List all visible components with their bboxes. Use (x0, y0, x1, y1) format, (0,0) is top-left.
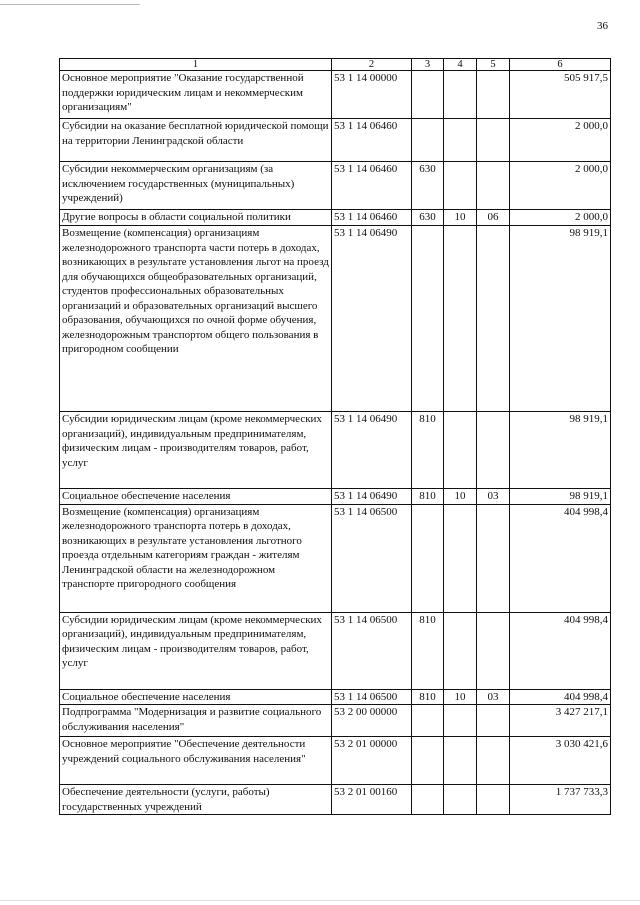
row-csr: 53 1 14 06460 (332, 162, 412, 210)
row-sum: 98 919,1 (510, 226, 611, 412)
table-row (60, 612, 611, 689)
row-vr (412, 737, 444, 785)
budget-table (59, 58, 611, 815)
table-row (60, 705, 611, 737)
row-sum: 98 919,1 (510, 412, 611, 489)
row-name: Социальное обеспечение населения (60, 489, 332, 505)
row-csr: 53 1 14 06490 (332, 226, 412, 412)
row-sum: 1 737 733,3 (510, 785, 611, 815)
row-sum: 404 998,4 (510, 612, 611, 689)
row-rz (444, 119, 477, 162)
table-row (60, 162, 611, 210)
row-sum: 98 919,1 (510, 489, 611, 505)
row-name: Подпрограмма "Модернизация и развитие социального обслуживания населения" (60, 705, 332, 737)
row-name: Субсидии юридическим лицам (кроме некоммерческих организаций), индивидуальным предпринимателям, физическим лицам - производителям товаров, работ, услуг (60, 412, 332, 489)
row-pr (477, 119, 510, 162)
row-csr: 53 2 01 00160 (332, 785, 412, 815)
row-rz (444, 705, 477, 737)
row-pr: 03 (477, 689, 510, 705)
row-sum: 404 998,4 (510, 504, 611, 612)
row-vr (412, 119, 444, 162)
row-vr: 810 (412, 489, 444, 505)
row-pr (477, 737, 510, 785)
row-csr: 53 1 14 06490 (332, 489, 412, 505)
row-vr (412, 705, 444, 737)
row-name: Субсидии некоммерческим организациям (за исключением государственных (муниципальных) учреждений) (60, 162, 332, 210)
col-header-4: 4 (444, 59, 477, 71)
table-row (60, 71, 611, 119)
col-header-2: 2 (332, 59, 412, 71)
row-rz (444, 412, 477, 489)
row-pr: 06 (477, 210, 510, 226)
row-csr: 53 1 14 06460 (332, 210, 412, 226)
row-name: Основное мероприятие "Обеспечение деятельности учреждений социального обслуживания населения" (60, 737, 332, 785)
row-csr: 53 2 01 00000 (332, 737, 412, 785)
row-vr (412, 71, 444, 119)
row-name: Возмещение (компенсация) организациям железнодорожного транспорта части потерь в доходах, возникающих в результате установления льгот на проезд для обучающихся общеобразовательных организаций, студентов профессиональных образовательных организаций и образовательных организаций высшего образования, обучающихся по очной форме обучения, железнодорожным транспортом общего пользования в пригородном сообщении (60, 226, 332, 412)
row-csr: 53 1 14 06460 (332, 119, 412, 162)
page-number: 36 (597, 20, 608, 32)
row-name: Возмещение (компенсация) организациям железнодорожного транспорта потерь в доходах, возникающих в результате установления льготного проезда отдельным категориям граждан - жителям Ленинградской области на железнодорожном транспорте пригородного сообщения (60, 504, 332, 612)
col-header-5: 5 (477, 59, 510, 71)
row-pr (477, 226, 510, 412)
table-row (60, 504, 611, 612)
col-header-6: 6 (510, 59, 611, 71)
row-pr: 03 (477, 489, 510, 505)
table-row (60, 412, 611, 489)
row-rz: 10 (444, 489, 477, 505)
row-csr: 53 1 14 06490 (332, 412, 412, 489)
row-name: Обеспечение деятельности (услуги, работы) государственных учреждений (60, 785, 332, 815)
row-sum: 3 427 217,1 (510, 705, 611, 737)
row-name: Другие вопросы в области социальной политики (60, 210, 332, 226)
row-rz (444, 612, 477, 689)
table-row (60, 689, 611, 705)
row-rz (444, 71, 477, 119)
row-sum: 3 030 421,6 (510, 737, 611, 785)
row-rz (444, 226, 477, 412)
row-rz (444, 504, 477, 612)
row-sum: 2 000,0 (510, 162, 611, 210)
row-sum: 404 998,4 (510, 689, 611, 705)
row-rz: 10 (444, 210, 477, 226)
row-name: Социальное обеспечение населения (60, 689, 332, 705)
row-pr (477, 504, 510, 612)
row-vr: 630 (412, 162, 444, 210)
col-header-3: 3 (412, 59, 444, 71)
row-rz (444, 162, 477, 210)
row-vr: 810 (412, 612, 444, 689)
table-row (60, 489, 611, 505)
table-row (60, 226, 611, 412)
row-sum: 2 000,0 (510, 119, 611, 162)
row-csr: 53 1 14 06500 (332, 612, 412, 689)
row-name: Основное мероприятие "Оказание государственной поддержки юридическим лицам и некоммерческим организациям" (60, 71, 332, 119)
row-vr (412, 504, 444, 612)
row-rz (444, 737, 477, 785)
row-pr (477, 612, 510, 689)
row-csr: 53 1 14 06500 (332, 689, 412, 705)
table-row (60, 785, 611, 815)
row-pr (477, 412, 510, 489)
row-vr (412, 785, 444, 815)
table-row (60, 737, 611, 785)
row-rz (444, 785, 477, 815)
table-row (60, 119, 611, 162)
row-rz: 10 (444, 689, 477, 705)
col-header-1: 1 (60, 59, 332, 71)
row-pr (477, 162, 510, 210)
top-rule (0, 4, 140, 5)
row-csr: 53 1 14 00000 (332, 71, 412, 119)
row-name: Субсидии на оказание бесплатной юридической помощи на территории Ленинградской области (60, 119, 332, 162)
row-pr (477, 785, 510, 815)
row-pr (477, 71, 510, 119)
row-vr (412, 226, 444, 412)
row-vr: 630 (412, 210, 444, 226)
row-sum: 2 000,0 (510, 210, 611, 226)
row-sum: 505 917,5 (510, 71, 611, 119)
row-csr: 53 1 14 06500 (332, 504, 412, 612)
row-vr: 810 (412, 412, 444, 489)
header-row (60, 59, 611, 71)
row-name: Субсидии юридическим лицам (кроме некоммерческих организаций), индивидуальным предпринимателям, физическим лицам - производителям товаров, работ, услуг (60, 612, 332, 689)
row-csr: 53 2 00 00000 (332, 705, 412, 737)
table-row (60, 210, 611, 226)
row-pr (477, 705, 510, 737)
row-vr: 810 (412, 689, 444, 705)
bottom-rule (0, 900, 640, 901)
